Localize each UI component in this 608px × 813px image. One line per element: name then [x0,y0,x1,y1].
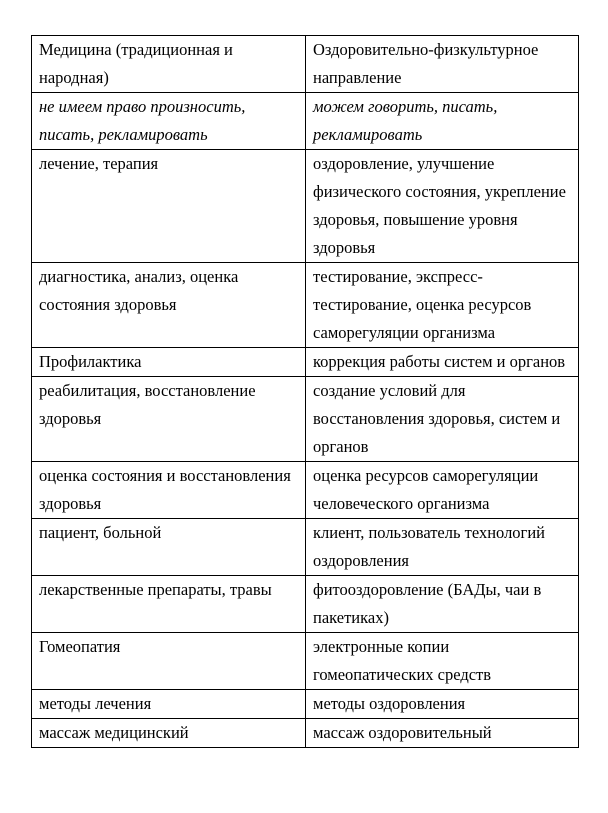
comparison-table [31,35,579,748]
wellness-cell: коррекция работы систем и органов [306,348,579,377]
wellness-cell: Оздоровительно-физкультурное направление [306,36,579,93]
table-row [32,690,579,719]
medicine-cell: массаж медицинский [32,719,306,748]
medicine-cell: пациент, больной [32,519,306,576]
table-row [32,150,579,263]
medicine-cell: Профилактика [32,348,306,377]
wellness-cell: клиент, пользователь технологий оздоровления [306,519,579,576]
medicine-cell: лечение, терапия [32,150,306,263]
table-row [32,36,579,93]
table-row [32,576,579,633]
table-row [32,519,579,576]
wellness-cell: массаж оздоровительный [306,719,579,748]
table-row [32,462,579,519]
medicine-cell: не имеем право произносить, писать, рекламировать [32,93,306,150]
wellness-cell: создание условий для восстановления здоровья, систем и органов [306,377,579,462]
medicine-cell: Гомеопатия [32,633,306,690]
wellness-cell: электронные копии гомеопатических средств [306,633,579,690]
table-row [32,263,579,348]
medicine-cell: диагностика, анализ, оценка состояния здоровья [32,263,306,348]
medicine-cell: лекарственные препараты, травы [32,576,306,633]
table-row [32,348,579,377]
medicine-cell: оценка состояния и восстановления здоровья [32,462,306,519]
wellness-cell: оценка ресурсов саморегуляции человеческого организма [306,462,579,519]
table-row [32,633,579,690]
wellness-cell: методы оздоровления [306,690,579,719]
wellness-cell: фитооздоровление (БАДы, чаи в пакетиках) [306,576,579,633]
table-row [32,93,579,150]
table-row [32,719,579,748]
wellness-cell: можем говорить, писать, рекламировать [306,93,579,150]
wellness-cell: тестирование, экспресс-тестирование, оценка ресурсов саморегуляции организма [306,263,579,348]
medicine-cell: методы лечения [32,690,306,719]
medicine-cell: реабилитация, восстановление здоровья [32,377,306,462]
table-row [32,377,579,462]
medicine-cell: Медицина (традиционная и народная) [32,36,306,93]
wellness-cell: оздоровление, улучшение физического состояния, укрепление здоровья, повышение уровня здоровья [306,150,579,263]
